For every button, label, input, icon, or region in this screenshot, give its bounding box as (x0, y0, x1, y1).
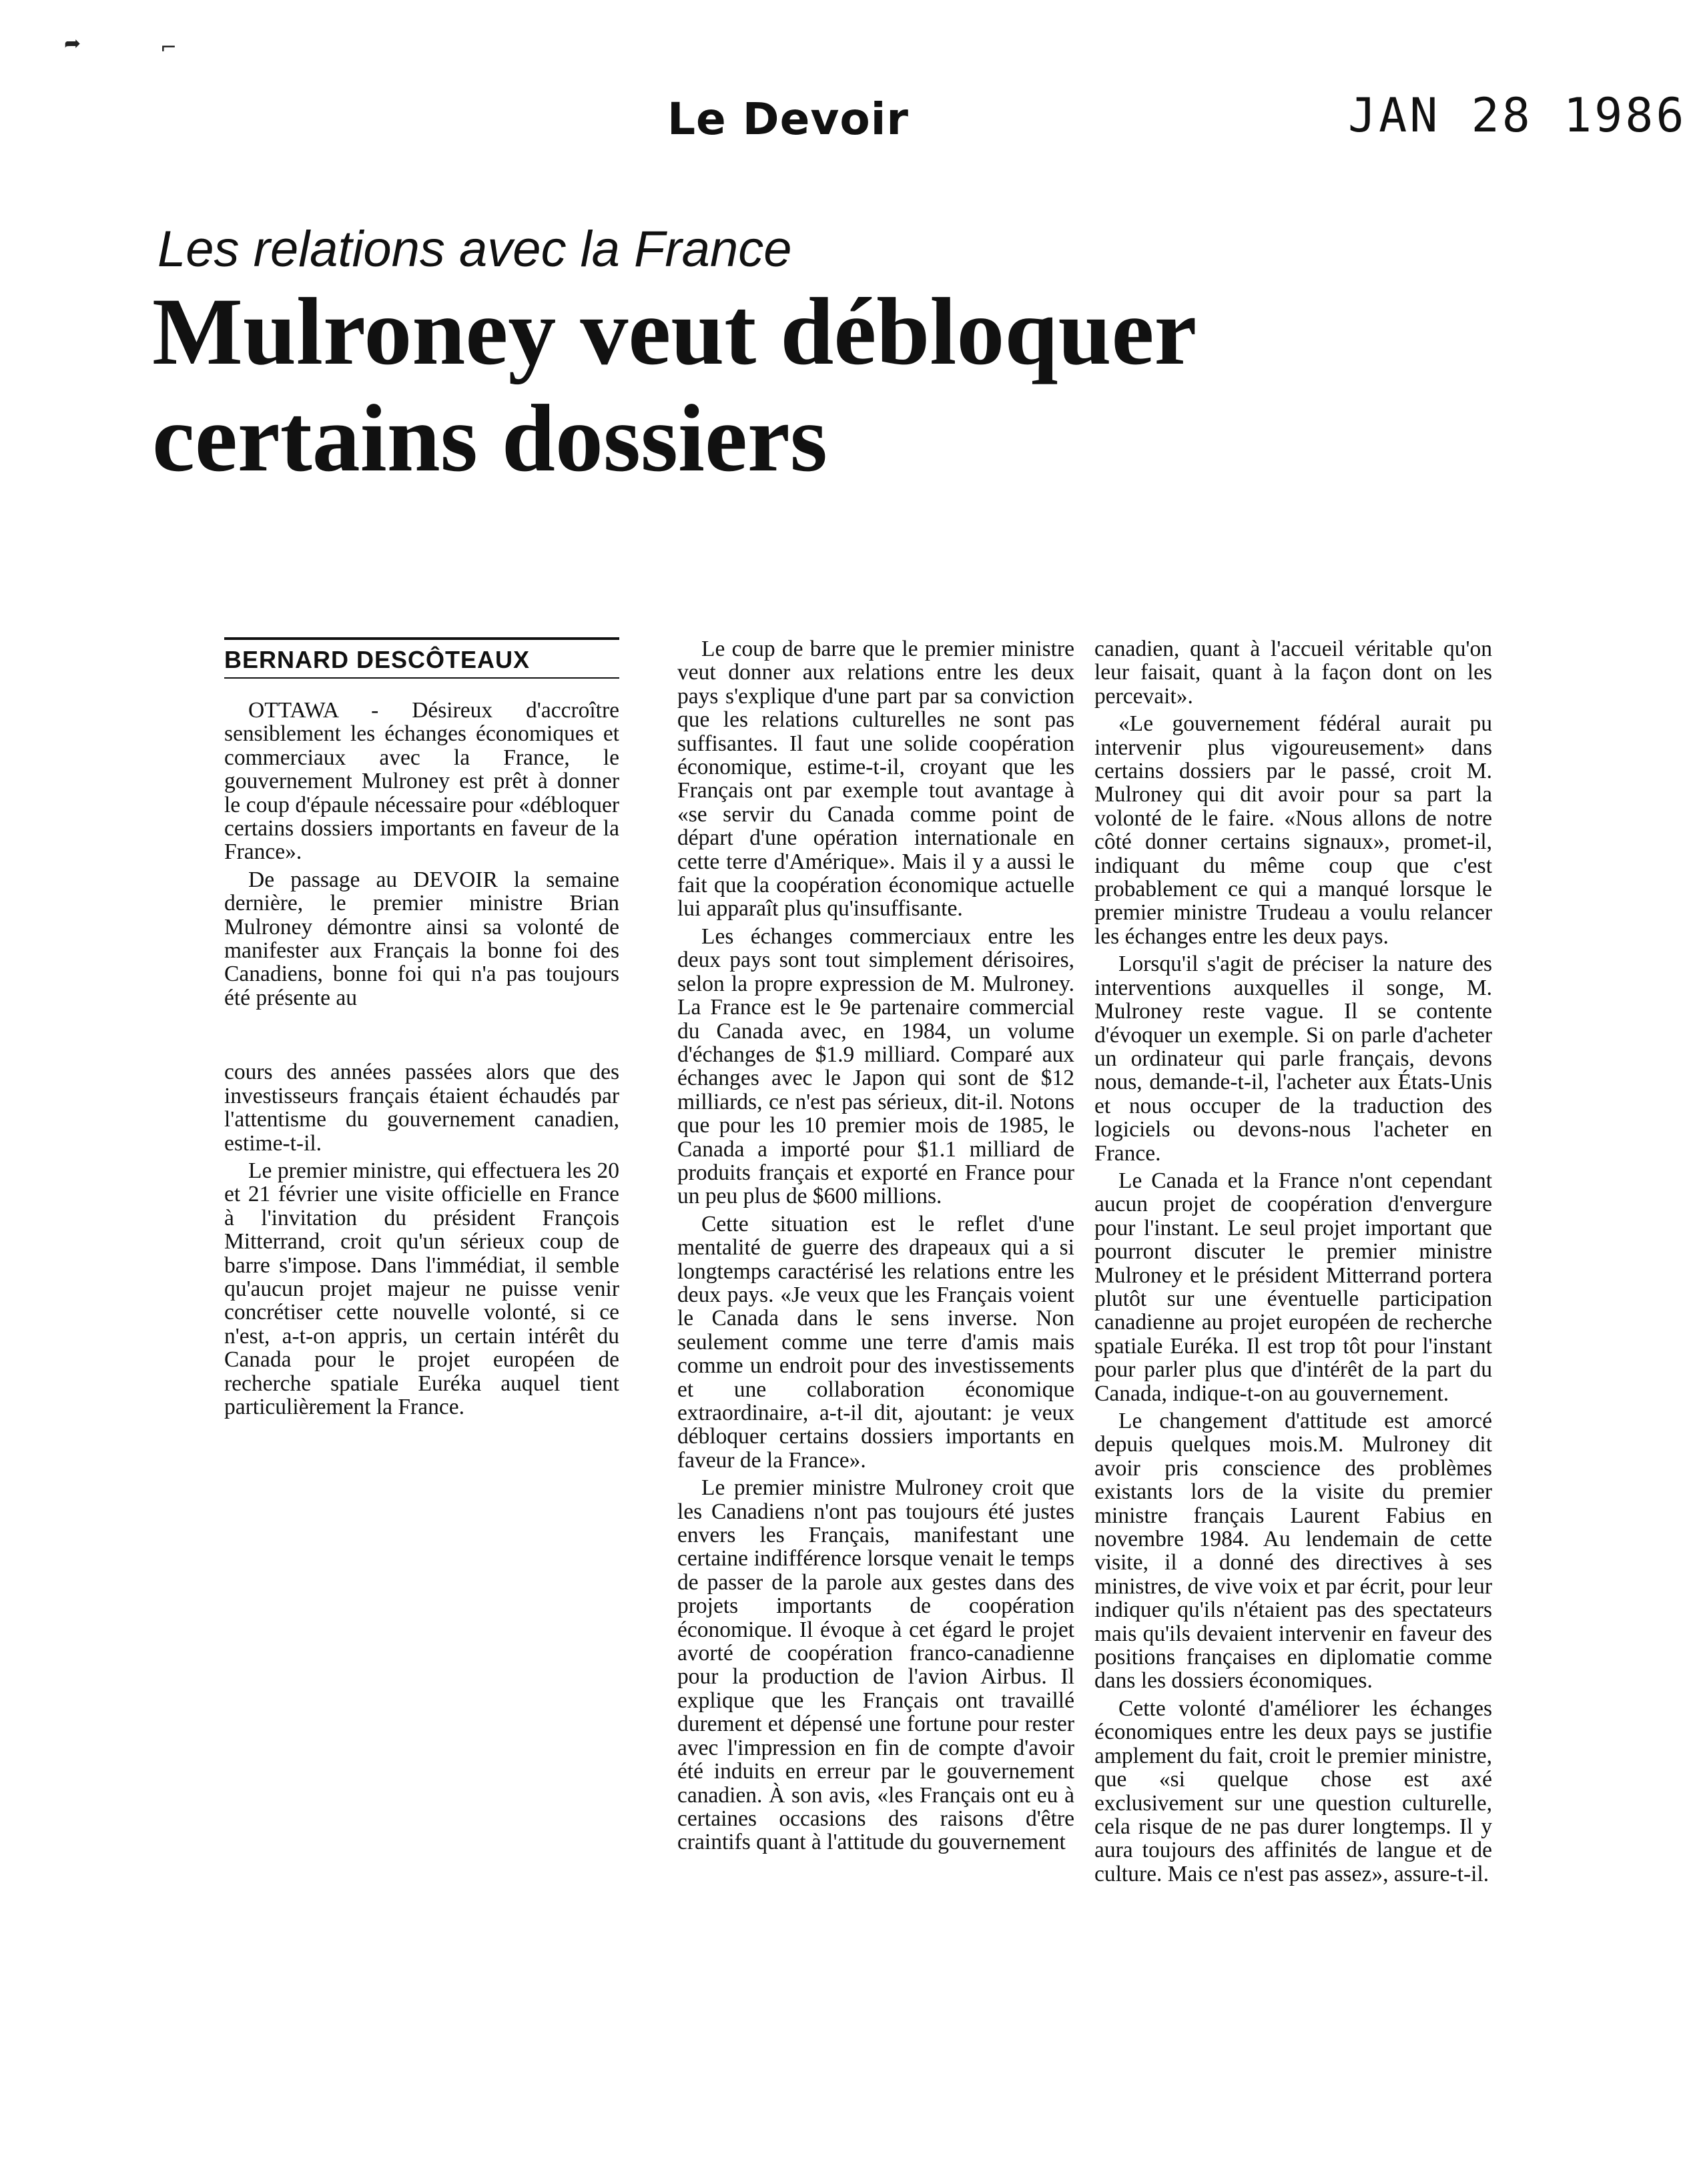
article-byline: BERNARD DESCÔTEAUX (224, 645, 619, 679)
byline-rule (224, 637, 619, 640)
publication-name: Le Devoir (667, 93, 909, 145)
paragraph: «Le gouvernement fédéral aurait pu intervenir plus vigoureusement» dans certains dossiers par le passé, croit M. Mulroney qui dit avoir pour sa part la volonté de le faire. «Nous allons de notre côté donner certains signaux», promet-il, indiquant du même coup que c'est probablement ce qui a manqué lorsque le premier ministre Trudeau a voulu relancer les échanges entre les deux pays. (1094, 711, 1492, 949)
paragraph: canadien, quant à l'accueil véritable qu'on leur faisait, quant à la façon dont on les percevait». (1094, 637, 1492, 709)
paragraph: Le coup de barre que le premier ministre veut donner aux relations entre les deux pays s'explique d'une part par sa conviction que les relations culturelles ne sont pas suffisantes. Il faut une solide coopération économique, estime-t-il, croyant que les Français ont par exemple tout avantage à «se servir du Canada comme point de départ d'une opération internationale en cette terre d'Amérique». Mais il y a aussi le fait que la coopération économique actuelle lui apparaît plus qu'insuffisante. (677, 637, 1074, 922)
date-stamp: JAN 28 1986 (1348, 88, 1687, 143)
article-column-2 (677, 637, 1074, 1858)
paragraph: Le premier ministre Mulroney croit que les Canadiens n'ont pas toujours été justes envers les Français, manifestant une certaine indifférence lorsque venait le temps de passer de la parole aux gestes dans des projets importants de coopération économique. Il évoque à cet égard le projet avorté de coopération franco-canadienne pour la production de l'avion Airbus. Il explique que les Français ont travaillé durement et dépensé une fortune pour rester avec l'impression en fin de compte d'avoir été induits en erreur par le gouvernement canadien. À son avis, «les Français ont eu à certaines occasions des raisons d'être craintifs quant à l'attitude du gouvernement (677, 1475, 1074, 1855)
article-kicker: Les relations avec la France (157, 221, 792, 278)
column-gap (224, 1014, 619, 1060)
paragraph: Le Canada et la France n'ont cependant aucun projet de coopération d'envergure pour l'instant. Le seul projet important que pourront discuter le premier ministre Mulroney et le président Mitterrand portera plutôt sur une éventuelle participation canadienne au projet européen de recherche spatiale Euréka. Il est trop tôt pour l'instant pour parler plus que d'intérêt de la part du Canada, indique-t-on au gouvernement. (1094, 1168, 1492, 1406)
paragraph: cours des années passées alors que des investisseurs français étaient échaudés par l'attentisme du gouvernement canadien, estime-t-il. (224, 1060, 619, 1156)
article-column-3 (1094, 637, 1492, 1890)
paragraph: De passage au DEVOIR la semaine dernière, le premier ministre Brian Mulroney démontre ainsi sa volonté de manifester aux Français la bonne foi des Canadiens, bonne foi qui n'a pas toujours été présente au (224, 867, 619, 1010)
scan-mark: ⌐ (160, 36, 178, 59)
paragraph: Cette volonté d'améliorer les échanges économiques entre les deux pays se justifie amplement du fait, croit le premier ministre, que «si quelque chose est axé exclusivement sur une question culturelle, cela risque de ne pas durer longtemps. Il y aura toujours des affinités de langue et de culture. Mais ce n'est pas assez», assure-t-il. (1094, 1696, 1492, 1886)
paragraph: Cette situation est le reflet d'une mentalité de guerre des drapeaux qui a si longtemps caractérisé les relations entre les deux pays. «Je veux que les Français voient le Canada dans le sens inverse. Non seulement comme une terre d'amis mais comme un endroit pour des investissements et une collaboration économique extraordinaire, a-t-il dit, ajoutant: je veux débloquer certains dossiers importants en faveur de la France». (677, 1211, 1074, 1473)
paragraph: Lorsqu'il s'agit de préciser la nature des interventions auxquelles il songe, M. Mulroney reste vague. Il se contente d'évoquer un exemple. Si on parle d'acheter un ordinateur qui parle français, devons nous, demande-t-il, l'acheter aux États-Unis et nous occuper de la traduction des logiciels ou devons-nous l'acheter en France. (1094, 952, 1492, 1166)
paragraph: Le premier ministre, qui effectuera les 20 et 21 février une visite officielle en France à l'invitation du président François Mitterrand, croit qu'un sérieux coup de barre s'impose. Dans l'immédiat, il semble qu'aucun projet majeur ne puisse venir concrétiser cette nouvelle volonté, si ce n'est, a-t-on appris, un certain intérêt du Canada pour le projet européen de recherche spatiale Euréka auquel tient particulièrement la France. (224, 1158, 619, 1419)
scan-mark: ➦ (64, 32, 81, 55)
paragraph: Le changement d'attitude est amorcé depuis quelques mois.M. Mulroney dit avoir pris conscience des problèmes existants lors de la visite du premier ministre français Laurent Fabius en novembre 1984. Au lendemain de cette visite, il a donné des directives à ses ministres, de vive voix et par écrit, pour leur indiquer qu'ils n'étaient pas des spectateurs mais qu'ils devaient intervenir en faveur des positions françaises en diplomatie comme dans les dossiers économiques. (1094, 1409, 1492, 1694)
paragraph: OTTAWA - Désireux d'accroître sensiblement les échanges économiques et commerciaux avec la France, le gouvernement Mulroney est prêt à donner le coup d'épaule nécessaire pour «débloquer certains dossiers importants en faveur de la France». (224, 698, 619, 865)
article-column-1 (224, 637, 619, 1423)
article-headline: Mulroney veut débloquer certains dossiers (152, 279, 1195, 492)
paragraph: Les échanges commerciaux entre les deux pays sont tout simplement dérisoires, selon la propre expression de M. Mulroney. La France est le 9e partenaire commercial du Canada avec, en 1984, un volume d'échanges de $1.9 milliard. Comparé aux échanges avec le Japon qui sont de $12 milliards, ce n'est pas sérieux, dit-il. Notons que pour les 10 premier mois de 1985, le Canada a importé pour $1.1 milliard de produits français et exporté en France pour un peu plus de $600 millions. (677, 924, 1074, 1209)
